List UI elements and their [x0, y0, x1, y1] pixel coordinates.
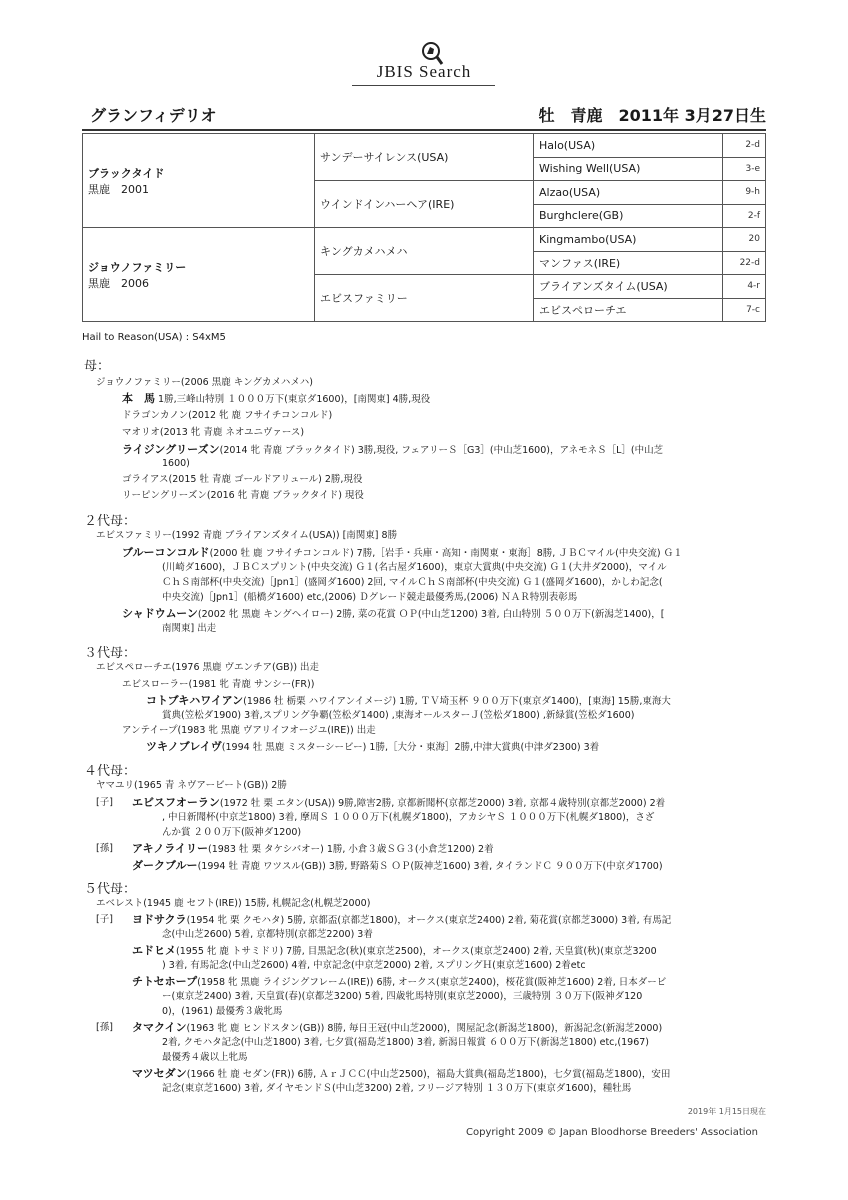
gen3-family: 7-c — [723, 298, 766, 322]
offspring-line: エドヒメ(1955 牝 鹿 トサミドリ) 7勝, 目黒記念(秋)(東京芝2500)，オークス(東京芝2400) 2着, 天皇賞(秋)(東京芝3200 — [132, 944, 657, 957]
jbis-search-logo: JBIS Search — [376, 62, 472, 81]
offspring-line-cont: 南関東] 出走 — [162, 623, 217, 634]
offspring-line-cont: 賞典(笠松ダ1900) 3着,スプリング争覇(笠松ダ1400) ,東海オールスターＪ(笠松ダ1800) ,新緑賞(笠松ダ1600) — [162, 710, 635, 721]
gen3-family: 9-h — [723, 181, 766, 205]
gen3-name: Burghclere(GB) — [534, 204, 723, 228]
section-third-dam: ３代母： — [84, 646, 137, 661]
dam-line: ジョウノファミリー(2006 黒鹿 キングカメハメハ) — [96, 377, 313, 388]
offspring-line: ドラゴンカノン(2012 牝 鹿 フサイチコンコルド) — [122, 410, 333, 421]
gen3-name: エビスペローチエ — [534, 298, 723, 322]
offspring-line-cont: んか賞 ２００万下(阪神ダ1200) — [162, 827, 302, 838]
gen3-name: Alzao(USA) — [534, 181, 723, 205]
offspring-line: コトブキハワイアン(1986 牡 栃栗 ハワイアンイメージ) 1勝, ＴＶ埼玉杯 ９００万下(東京ダ1400)，[東海] 15勝,東海大 — [146, 694, 671, 707]
horse-profile: 牡 青鹿 2011年 3月27日生 — [538, 106, 766, 125]
offspring-line: リーピングリーズン(2016 牝 青鹿 ブラックタイド) 現役 — [122, 490, 364, 501]
offspring-line: ダークブルー(1994 牡 青鹿 ワツスル(GB)) 3勝, 野路菊Ｓ ＯＰ(阪神芝1600) 3着, タイランドＣ ９００万下(中京ダ1700) — [132, 859, 663, 872]
offspring-line-cont: 2着, クモハタ記念(中山芝1800) 3着, 七夕賞(福島芝1800) 3着, 新潟日報賞 ６００万下(新潟芝1800) etc,(1967) — [162, 1037, 650, 1048]
offspring-line-cont: 中央交流)［Jpn1］(船橋ダ1600) etc,(2006) Ｄグレード競走最優秀馬,(2006) ＮＡＲ特別表彰馬 — [162, 592, 578, 603]
offspring-line-cont: 記念(東京芝1600) 3着, ダイヤモンドＳ(中山芝3200) 2着, フリージア特別 １３０万下(東京ダ1600)，種牡馬 — [162, 1083, 632, 1094]
offspring-line: マツセダン(1966 牡 鹿 セダン(FR)) 6勝, ＡｒＪＣＣ(中山芝2500)，福島大賞典(福島芝1800)，七夕賞(福島芝1800)，安田 — [132, 1067, 671, 1080]
offspring-line: アンテイープ(1983 牝 黒鹿 ヴアリイフオージユ(IRE)) 出走 — [122, 725, 376, 736]
header-divider — [82, 129, 766, 131]
dam-sire-cell: キングカメハメハ — [315, 228, 534, 275]
gen3-family: 4-r — [723, 275, 766, 299]
offspring-line: シャドウムーン(2002 牝 黒鹿 キングヘイロー) 2勝, 菜の花賞 ＯＰ(中山芝1200) 3着, 白山特別 ５００万下(新潟芝1400)，[ — [122, 607, 665, 620]
section-second-dam: ２代母： — [84, 514, 137, 529]
offspring-line: アキノライリー(1983 牡 栗 タケシバオー) 1勝, 小倉３歳ＳＧ３(小倉芝1200) 2着 — [132, 842, 494, 855]
section-dam: 母： — [84, 359, 111, 374]
gen3-name: マンファス(IRE) — [534, 251, 723, 275]
as-of-date: 2019年 1月15日現在 — [687, 1107, 766, 1116]
relation-tag: [孫] — [96, 843, 113, 854]
offspring-line: ゴライアス(2015 牡 青鹿 ゴールドアリュール) 2勝,現役 — [122, 474, 363, 485]
pedigree-table — [82, 133, 766, 322]
logo-underline — [352, 85, 495, 86]
offspring-line: 本 馬 1勝,三峰山特別 １０００万下(東京ダ1600)，[南関東] 4勝,現役 — [122, 392, 431, 405]
sire-cell: ブラックタイド 黒鹿 2001 — [83, 134, 315, 228]
sire-sire-cell: サンデーサイレンス(USA) — [315, 134, 534, 181]
dam-line: エビスペローチエ(1976 黒鹿 ヴエンチア(GB)) 出走 — [96, 662, 320, 673]
relation-tag: [子] — [96, 914, 113, 925]
offspring-line-cont: ＣｈＳ南部杯(中央交流)［Jpn1］(盛岡ダ1600) 2回, マイルＣｈＳ南部杯(中央交流) Ｇ１(盛岡ダ1600)，かしわ記念( — [162, 577, 663, 588]
dam-line: エベレスト(1945 鹿 セフト(IRE)) 15勝, 札幌記念(札幌芝2000) — [96, 898, 371, 909]
offspring-line-cont: ー(東京芝2400) 3着, 天皇賞(春)(京都芝3200) 5着, 四歳牝馬特別(東京芝2000)，三歳特別 ３０万下(阪神ダ120 — [162, 991, 643, 1002]
offspring-line: マオリオ(2013 牝 青鹿 ネオユニヴァース) — [122, 427, 305, 438]
gen3-name: Halo(USA) — [534, 134, 723, 158]
gen3-family: 2-f — [723, 204, 766, 228]
gen3-family: 20 — [723, 228, 766, 252]
relation-tag: [孫] — [96, 1022, 113, 1033]
offspring-line-cont: ) 3着, 有馬記念(中山芝2600) 4着, 中京記念(中京芝2000) 2着, スプリングＨ(東京芝1600) 2着etc — [162, 960, 586, 971]
gen3-name: Kingmambo(USA) — [534, 228, 723, 252]
offspring-line-cont: 0)，(1961) 最優秀３歳牝馬 — [162, 1006, 283, 1017]
offspring-line: チトセホープ(1958 牝 黒鹿 ライジングフレーム(IRE)) 6勝, オークス(東京芝2400)，桜花賞(阪神芝1600) 2着, 日本ダービ — [132, 975, 667, 988]
offspring-line: ツキノブレイヴ(1994 牡 黒鹿 ミスターシービー) 1勝,［大分・東海］2勝,中津大賞典(中津ダ2300) 3着 — [146, 740, 600, 753]
offspring-line: ヨドサクラ(1954 牝 栗 クモハタ) 5勝, 京都盃(京都芝1800)，オークス(東京芝2400) 2着, 菊花賞(京都芝3000) 3着, 有馬記 — [132, 913, 672, 926]
gen3-name: Wishing Well(USA) — [534, 157, 723, 181]
offspring-line: エビスフオーラン(1972 牡 栗 エタン(USA)) 9勝,障害2勝, 京都新聞杯(京都芝2000) 3着, 京都４歳特別(京都芝2000) 2着 — [132, 796, 666, 809]
offspring-line-cont: (川崎ダ1600)，ＪＢＣスプリント(中央交流) Ｇ１(名古屋ダ1600)，東京大賞典(中央交流) Ｇ１(大井ダ2000)，マイル — [162, 562, 667, 573]
gen3-name: ブライアンズタイム(USA) — [534, 275, 723, 299]
dam-cell: ジョウノファミリー 黒鹿 2006 — [83, 228, 315, 322]
copyright-text: Copyright 2009 © Japan Bloodhorse Breeders' Association — [466, 1127, 758, 1138]
horse-name: グランフィデリオ — [90, 106, 217, 125]
dam-line: エビスファミリー(1992 青鹿 ブライアンズタイム(USA)) [南関東] 8勝 — [96, 530, 398, 541]
relation-tag: [子] — [96, 797, 113, 808]
dam-dam-cell: エビスファミリー — [315, 275, 534, 322]
dam-line: ヤマユリ(1965 青 ネヴアービート(GB)) 2勝 — [96, 780, 287, 791]
inbreeding-note: Hail to Reason(USA) : S4xM5 — [82, 332, 226, 343]
offspring-line: タマクイン(1963 牝 鹿 ヒンドスタン(GB)) 8勝, 毎日王冠(中山芝2000)，関屋記念(新潟芝1800)，新潟記念(新潟芝2000) — [132, 1021, 663, 1034]
offspring-line-cont: 最優秀４歳以上牝馬 — [162, 1052, 248, 1063]
offspring-line: ライジングリーズン(2014 牝 青鹿 ブラックタイド) 3勝,現役, フェアリーＳ［G3］(中山芝1600)，アネモネＳ［L］(中山芝 — [122, 443, 664, 456]
offspring-line: ブルーコンコルド(2000 牡 鹿 フサイチコンコルド) 7勝,［岩手・兵庫・高知・南関東・東海］8勝, ＪＢＣマイル(中央交流) Ｇ１ — [122, 546, 683, 559]
offspring-line-cont: 念(中山芝2600) 5着, 京都特別(京都芝2200) 3着 — [162, 929, 373, 940]
offspring-line: エビスローラー(1981 牝 青鹿 サンシー(FR)) — [122, 679, 315, 690]
section-fifth-dam: ５代母： — [84, 882, 137, 897]
sire-dam-cell: ウインドインハーヘア(IRE) — [315, 181, 534, 228]
offspring-line-cont: , 中日新聞杯(中京芝1800) 3着, 摩周Ｓ １０００万下(札幌ダ1800)，アカシヤＳ １０００万下(札幌ダ1800)，さざ — [162, 812, 655, 823]
gen3-family: 2-d — [723, 134, 766, 158]
section-fourth-dam: ４代母： — [84, 764, 137, 779]
gen3-family: 22-d — [723, 251, 766, 275]
offspring-line-cont: 1600) — [162, 458, 190, 469]
gen3-family: 3-e — [723, 157, 766, 181]
